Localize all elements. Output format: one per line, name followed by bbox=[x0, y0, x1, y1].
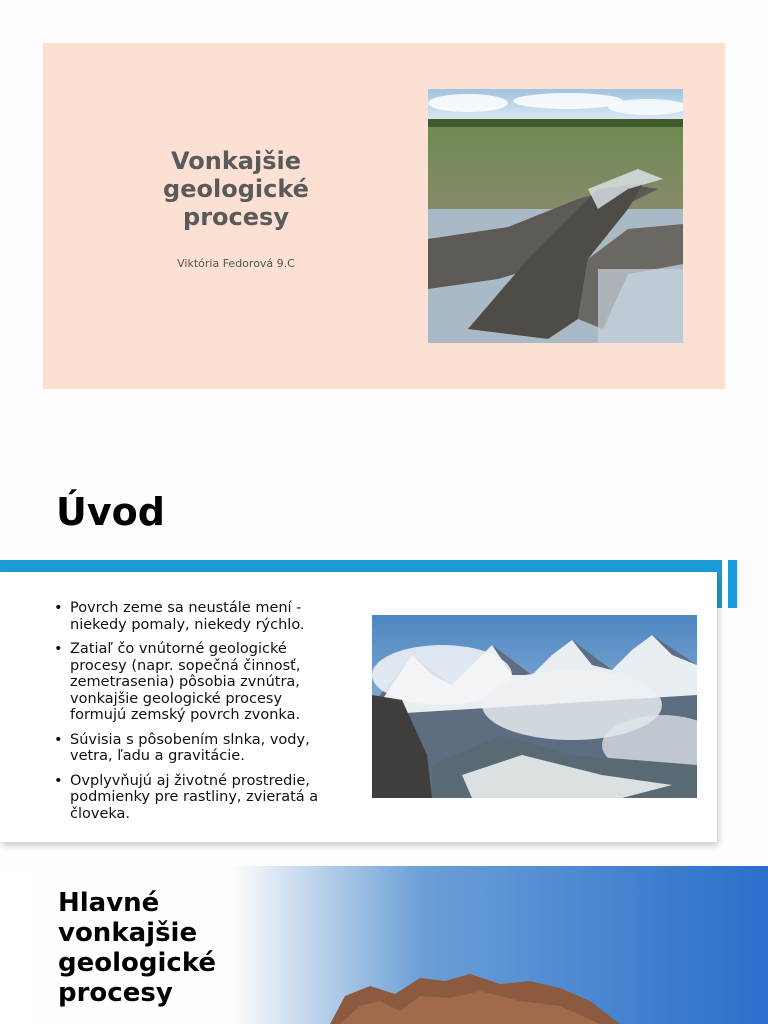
title-slide bbox=[43, 43, 725, 389]
slide-author: Viktória Fedorová 9.C bbox=[177, 257, 295, 270]
accent-bar-end bbox=[728, 560, 737, 608]
flooded-field-image bbox=[428, 89, 683, 343]
bullet-item: • Ovplyvňujú aj životné prostredie, podmienky pre rastliny, zvieratá a človeka. bbox=[54, 772, 319, 822]
snowy-mountains-image bbox=[372, 615, 697, 798]
slide-title: Hlavné vonkajšie geologické procesy bbox=[58, 888, 217, 1008]
bullet-item: • Súvisia s pôsobením slnka, vody, vetra, ľadu a gravitácie. bbox=[54, 731, 310, 764]
slide-title: Úvod bbox=[56, 490, 165, 534]
accent-bar bbox=[0, 560, 722, 572]
slide-title: Vonkajšie geologické procesy bbox=[163, 147, 309, 231]
bullet-list bbox=[54, 600, 326, 830]
bullet-item: • Povrch zeme sa neustále mení - niekedy pomaly, niekedy rýchlo. bbox=[54, 600, 305, 633]
bullet-item: • Zatiaľ čo vnútorné geologické procesy (napr. sopečná činnosť, zemetrasenia) pôsobia zvnútra, vonkajšie geologické procesy formujú zemský povrch zvonka. bbox=[54, 641, 301, 723]
